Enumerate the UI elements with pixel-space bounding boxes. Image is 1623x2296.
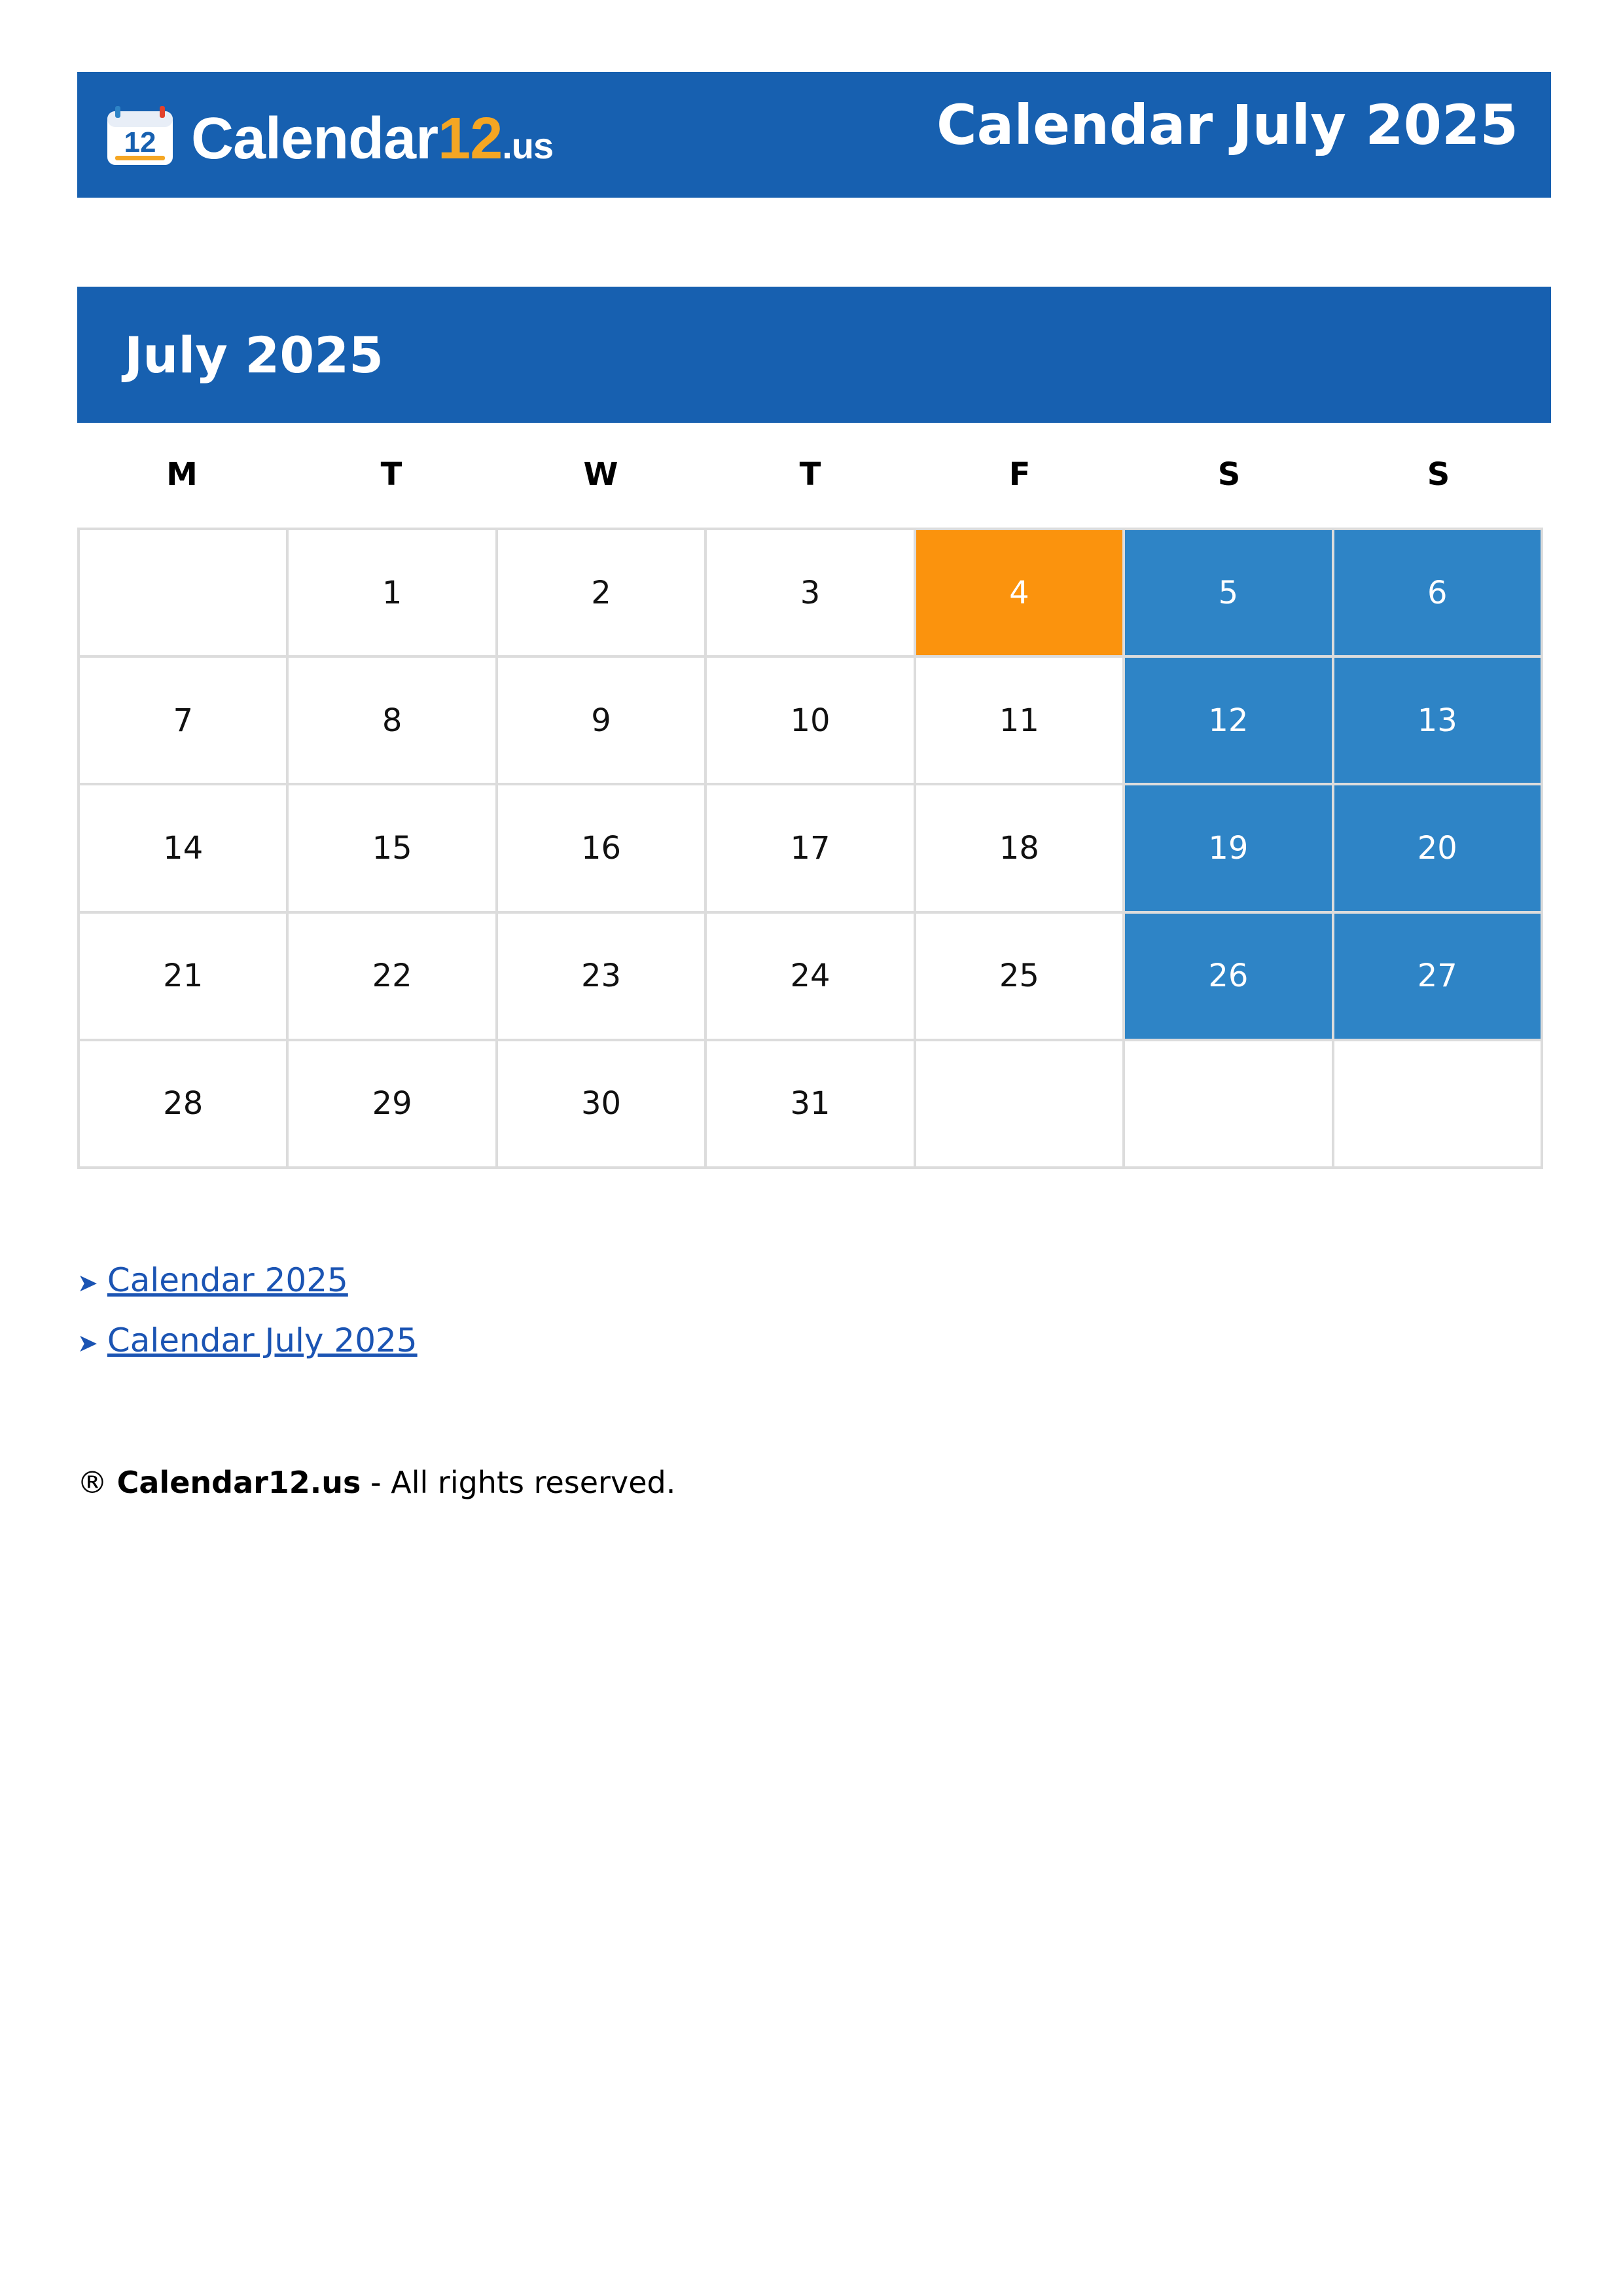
weekday-label: S bbox=[1427, 456, 1450, 493]
weekend-day-cell: 26 bbox=[1125, 914, 1334, 1041]
day-cell: 10 bbox=[707, 658, 916, 785]
day-cell: 22 bbox=[289, 914, 497, 1041]
weekday-header-row bbox=[77, 452, 1543, 497]
site-header bbox=[77, 72, 1551, 198]
weekend-day-cell: 20 bbox=[1334, 785, 1543, 913]
footer-rights: - All rights reserved. bbox=[361, 1465, 676, 1500]
related-links bbox=[77, 1250, 418, 1371]
month-header bbox=[77, 287, 1551, 423]
footer-brand: Calendar12.us bbox=[116, 1465, 361, 1500]
day-cell: 14 bbox=[80, 785, 289, 913]
day-cell: 21 bbox=[80, 914, 289, 1041]
day-cell: 25 bbox=[916, 914, 1125, 1041]
day-cell: 7 bbox=[80, 658, 289, 785]
logo-text-suffix: .us bbox=[502, 125, 554, 166]
weekend-day-cell: 27 bbox=[1334, 914, 1543, 1041]
day-cell: 23 bbox=[498, 914, 707, 1041]
related-link[interactable]: Calendar 2025 bbox=[107, 1261, 348, 1299]
month-title: July 2025 bbox=[124, 326, 383, 384]
day-cell: 17 bbox=[707, 785, 916, 913]
weekend-day-cell: 12 bbox=[1125, 658, 1334, 785]
weekday-label: M bbox=[166, 456, 198, 493]
day-cell: 2 bbox=[498, 530, 707, 658]
empty-day-cell bbox=[916, 1041, 1125, 1169]
footer bbox=[77, 1460, 675, 1505]
weekday-label: F bbox=[1008, 456, 1031, 493]
day-cell: 15 bbox=[289, 785, 497, 913]
related-link-item bbox=[77, 1310, 418, 1371]
page-title: Calendar July 2025 bbox=[936, 93, 1518, 157]
arrow-right-icon: ➤ bbox=[77, 1329, 98, 1357]
empty-day-cell bbox=[80, 530, 289, 658]
day-cell: 29 bbox=[289, 1041, 497, 1169]
arrow-right-icon: ➤ bbox=[77, 1268, 98, 1297]
logo-icon-number: 12 bbox=[124, 126, 156, 158]
related-link-item bbox=[77, 1250, 418, 1310]
calendar-grid bbox=[77, 528, 1543, 1169]
weekday-label: W bbox=[583, 456, 618, 493]
day-cell: 28 bbox=[80, 1041, 289, 1169]
weekend-day-cell: 19 bbox=[1125, 785, 1334, 913]
day-cell: 3 bbox=[707, 530, 916, 658]
weekday-label: S bbox=[1217, 456, 1241, 493]
day-cell: 8 bbox=[289, 658, 497, 785]
registered-symbol: ® bbox=[77, 1465, 107, 1500]
day-cell: 30 bbox=[498, 1041, 707, 1169]
day-cell: 9 bbox=[498, 658, 707, 785]
day-cell: 1 bbox=[289, 530, 497, 658]
day-cell: 11 bbox=[916, 658, 1125, 785]
day-cell: 31 bbox=[707, 1041, 916, 1169]
logo-text-main: Calendar bbox=[191, 106, 438, 171]
logo-text-number: 12 bbox=[438, 106, 503, 171]
weekday-label: T bbox=[380, 456, 402, 493]
day-cell: 24 bbox=[707, 914, 916, 1041]
weekend-day-cell: 6 bbox=[1334, 530, 1543, 658]
logo-wordmark bbox=[191, 106, 553, 179]
weekend-day-cell: 13 bbox=[1334, 658, 1543, 785]
weekend-day-cell: 5 bbox=[1125, 530, 1334, 658]
empty-day-cell bbox=[1125, 1041, 1334, 1169]
empty-day-cell bbox=[1334, 1041, 1543, 1169]
holiday-day-cell: 4 bbox=[916, 530, 1125, 658]
calendar-icon bbox=[105, 106, 175, 166]
day-cell: 18 bbox=[916, 785, 1125, 913]
related-link[interactable]: Calendar July 2025 bbox=[107, 1321, 418, 1359]
day-cell: 16 bbox=[498, 785, 707, 913]
weekday-label: T bbox=[799, 456, 821, 493]
